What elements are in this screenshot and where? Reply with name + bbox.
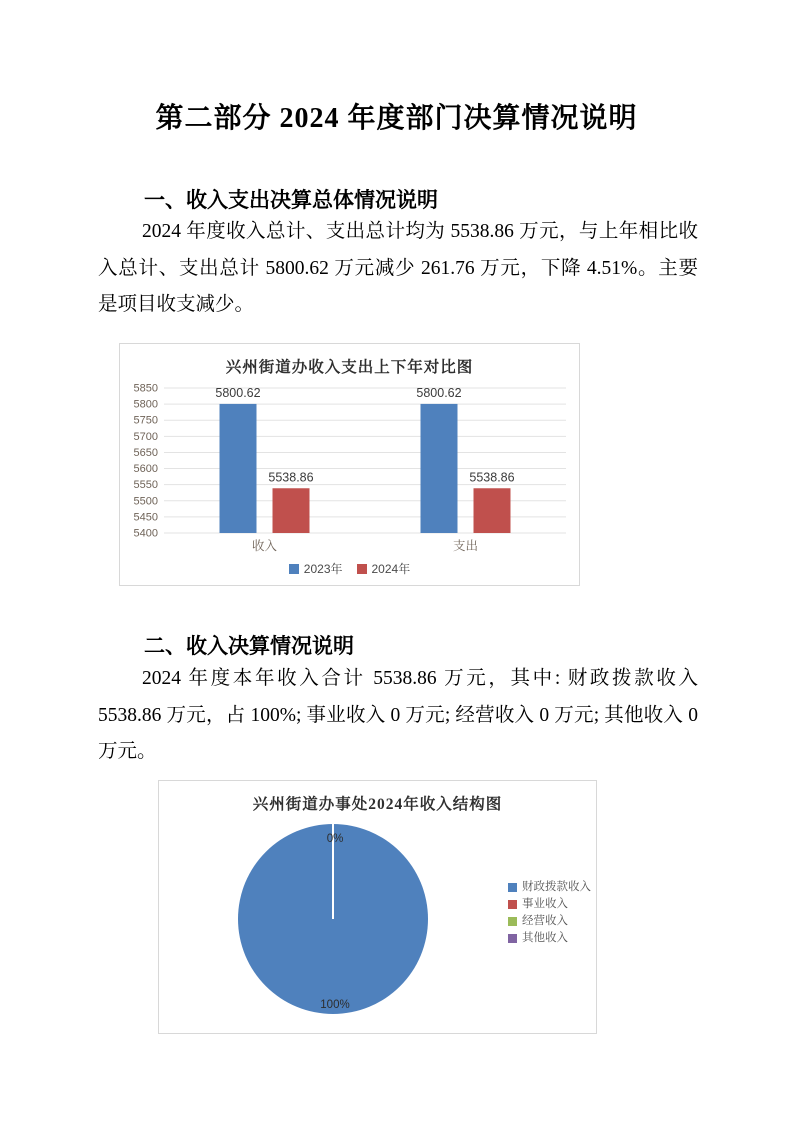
legend-label: 经营收入 bbox=[522, 915, 568, 927]
y-tick-label: 5550 bbox=[133, 479, 158, 492]
bar-chart-panel bbox=[119, 343, 580, 586]
section-1-heading: 一、收入支出决算总体情况说明 bbox=[144, 189, 438, 212]
legend-label: 2024年 bbox=[371, 562, 411, 576]
legend-swatch bbox=[357, 564, 367, 574]
pie-legend-item-事业收入 bbox=[508, 898, 591, 910]
legend-label: 其他收入 bbox=[522, 932, 568, 944]
section-2-heading: 二、收入决算情况说明 bbox=[144, 635, 354, 658]
bar-data-label: 5800.62 bbox=[416, 385, 462, 400]
y-tick-label: 5850 bbox=[133, 382, 158, 395]
y-tick-label: 5450 bbox=[133, 511, 158, 524]
category-label: 收入 bbox=[251, 539, 278, 553]
legend-label: 2023年 bbox=[303, 562, 343, 576]
pie-chart-panel bbox=[158, 780, 597, 1034]
bar-chart-legend bbox=[120, 560, 579, 577]
legend-swatch bbox=[508, 883, 517, 892]
legend-swatch bbox=[289, 564, 299, 574]
y-tick-label: 5400 bbox=[133, 527, 158, 540]
bar-data-label: 5800.62 bbox=[215, 385, 261, 400]
bar-2023年-收入 bbox=[220, 404, 257, 533]
bar-data-label: 5538.86 bbox=[469, 470, 515, 485]
document-title: 第二部分 2024 年度部门决算情况说明 bbox=[155, 103, 638, 134]
y-tick-label: 5800 bbox=[133, 398, 158, 411]
pie-legend-item-财政拨款收入 bbox=[508, 881, 591, 893]
legend-label: 事业收入 bbox=[522, 898, 568, 910]
y-tick-label: 5750 bbox=[133, 414, 158, 427]
pie-legend-item-经营收入 bbox=[508, 915, 591, 927]
section-2-paragraph: 2024 年度本年收入合计 5538.86 万元，其中: 财政拨款收入 5538.86 万元，占 100%; 事业收入 0 万元; 经营收入 0 万元; 其他收入 0 万元。 bbox=[98, 668, 698, 763]
pie-value-label-100%: 100% bbox=[320, 999, 350, 1011]
bar-2023年-支出 bbox=[421, 404, 458, 533]
y-tick-label: 5500 bbox=[133, 495, 158, 508]
pie-value-label-0%: 0% bbox=[326, 833, 344, 845]
pie-chart-title: 兴州街道办事处2024年收入结构图 bbox=[252, 796, 503, 813]
y-tick-label: 5700 bbox=[133, 430, 158, 443]
legend-swatch bbox=[508, 917, 517, 926]
legend-label: 财政拨款收入 bbox=[522, 881, 591, 893]
bar-chart-plot bbox=[120, 344, 579, 585]
y-tick-label: 5600 bbox=[133, 463, 158, 476]
bar-data-label: 5538.86 bbox=[268, 470, 314, 485]
legend-item-2023年 bbox=[289, 560, 343, 577]
bar-2024年-收入 bbox=[273, 488, 310, 533]
pie-chart-legend bbox=[508, 881, 591, 944]
bar-2024年-支出 bbox=[474, 488, 511, 533]
legend-swatch bbox=[508, 900, 517, 909]
legend-item-2024年 bbox=[357, 560, 411, 577]
pie-legend-item-其他收入 bbox=[508, 932, 591, 944]
legend-swatch bbox=[508, 934, 517, 943]
category-label: 支出 bbox=[452, 539, 479, 553]
bar-chart-title: 兴州街道办收入支出上下年对比图 bbox=[225, 359, 474, 376]
y-tick-label: 5650 bbox=[133, 446, 158, 459]
section-1-paragraph: 2024 年度收入总计、支出总计均为 5538.86 万元，与上年相比收入总计、支出总计 5800.62 万元减少 261.76 万元，下降 4.51%。主要是项目收支减少。 bbox=[98, 221, 698, 316]
